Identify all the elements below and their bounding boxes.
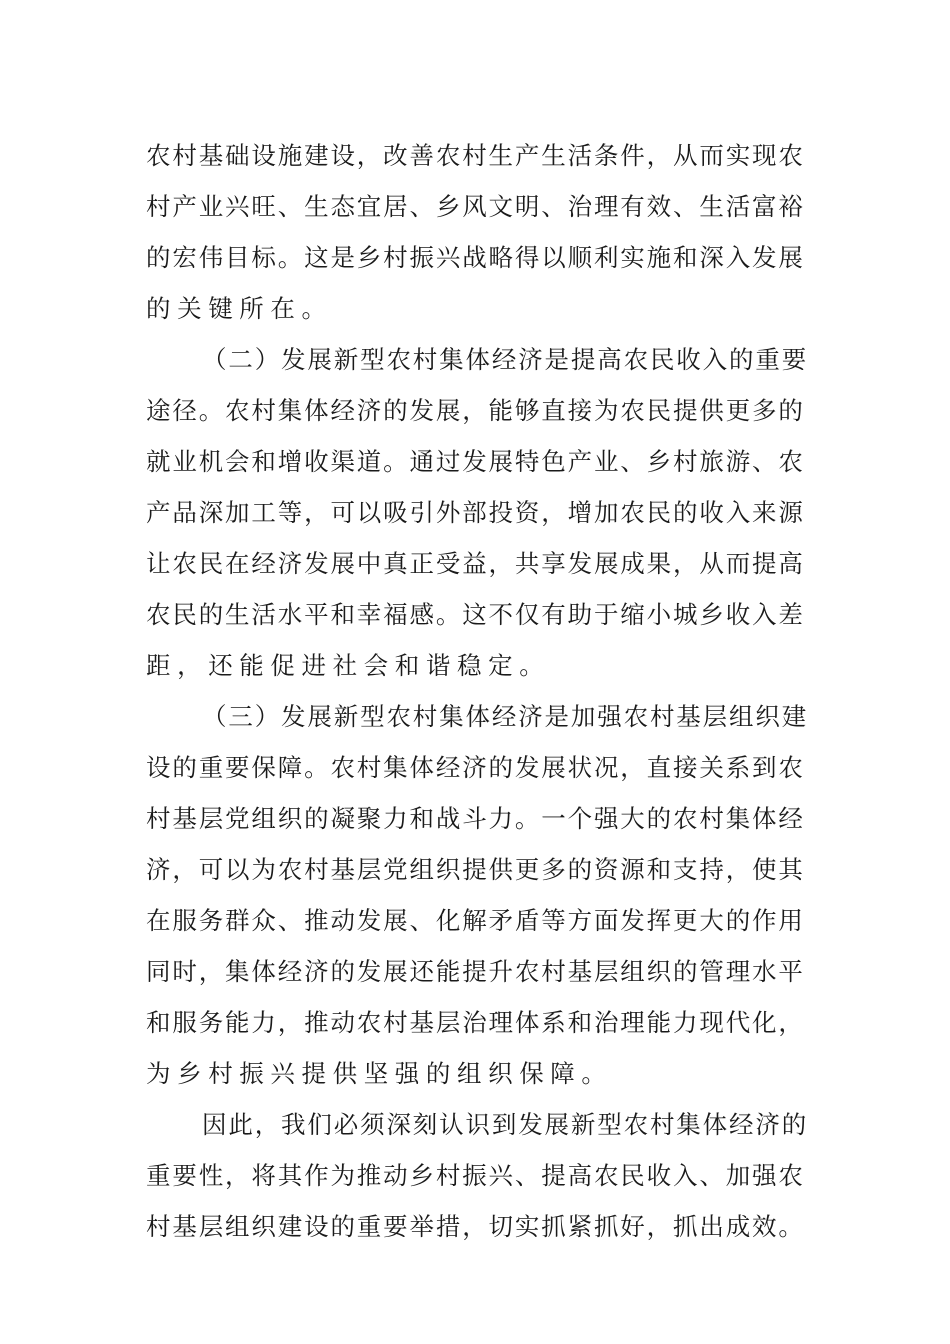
text-line: （二）发展新型农村集体经济是提高农民收入的重要: [202, 345, 809, 374]
text-line: 农民的生活水平和幸福感。这不仅有助于缩小城乡收入差: [146, 600, 805, 629]
text-line: 村产业兴旺、生态宜居、乡风文明、治理有效、生活富裕: [146, 192, 805, 221]
text-line: 村基层组织建设的重要举措，切实抓紧抓好，抓出成效。: [146, 1212, 805, 1241]
paragraph-p0: [146, 130, 808, 334]
text-line: 就业机会和增收渠道。通过发展特色产业、乡村旅游、农: [146, 447, 805, 476]
text-line: 在服务群众、推动发展、化解矛盾等方面发挥更大的作用: [146, 906, 805, 935]
paragraph-p2: [146, 691, 808, 1099]
text-line: 为乡村振兴提供坚强的组织保障。: [146, 1059, 613, 1088]
paragraph-p3: [146, 1099, 808, 1252]
text-line: 产品深加工等，可以吸引外部投资，增加农民的收入来源: [146, 498, 805, 527]
text-line: 村基层党组织的凝聚力和战斗力。一个强大的农村集体经: [146, 804, 805, 833]
document-body: [146, 130, 808, 1252]
text-line: （三）发展新型农村集体经济是加强农村基层组织建: [202, 702, 809, 731]
text-line: 济，可以为农村基层党组织提供更多的资源和支持，使其: [146, 855, 805, 884]
text-line: 同时，集体经济的发展还能提升农村基层组织的管理水平: [146, 957, 805, 986]
text-line: 的宏伟目标。这是乡村振兴战略得以顺利实施和深入发展: [146, 243, 805, 272]
text-line: 距，还能促进社会和谐稳定。: [146, 651, 551, 680]
text-line: 让农民在经济发展中真正受益，共享发展成果，从而提高: [146, 549, 805, 578]
text-line: 和服务能力，推动农村基层治理体系和治理能力现代化，: [146, 1008, 805, 1037]
text-line: 因此，我们必须深刻认识到发展新型农村集体经济的: [202, 1110, 809, 1139]
text-line: 的关键所在。: [146, 294, 333, 323]
text-line: 农村基础设施建设，改善农村生产生活条件，从而实现农: [146, 141, 805, 170]
text-line: 途径。农村集体经济的发展，能够直接为农民提供更多的: [146, 396, 805, 425]
text-line: 设的重要保障。农村集体经济的发展状况，直接关系到农: [146, 753, 805, 782]
paragraph-p1: [146, 334, 808, 691]
text-line: 重要性，将其作为推动乡村振兴、提高农民收入、加强农: [146, 1161, 805, 1190]
